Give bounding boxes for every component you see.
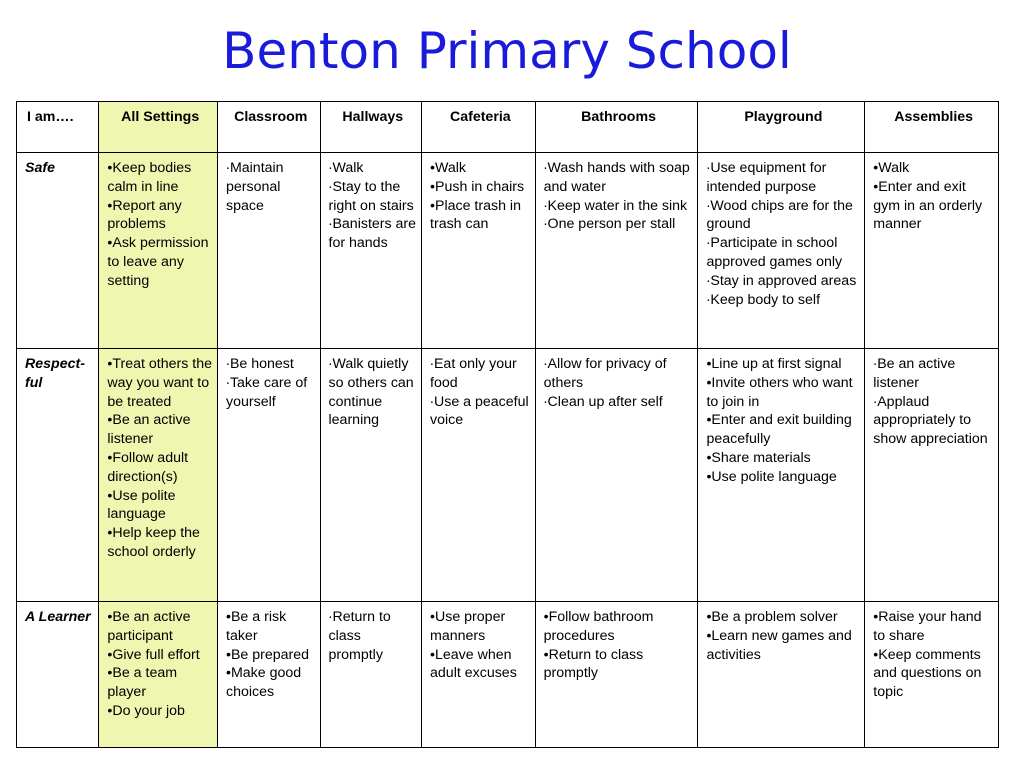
cell-cafeteria	[422, 602, 536, 748]
list-item: •Be prepared	[226, 646, 310, 663]
list-item: •Walk	[873, 160, 910, 176]
list-item: •Report any problems	[107, 197, 182, 233]
cell-assemblies	[865, 349, 999, 602]
list-item: •Return to class promptly	[543, 646, 644, 682]
list-item: ∙Return to class promptly	[328, 609, 391, 663]
list-item: •Follow adult direction(s)	[107, 449, 189, 485]
list-item: ∙One person per stall	[543, 216, 676, 233]
header-row	[17, 102, 999, 153]
list-item: •Do your job	[107, 702, 185, 719]
list-item: ∙Eat only your food	[430, 356, 517, 391]
list-item: ∙Walk	[328, 160, 364, 176]
list-item: ∙Be an active listener	[873, 356, 956, 391]
cell-hallways	[320, 602, 422, 748]
list-item: ∙Applaud appropriately to show appreciation	[873, 393, 988, 448]
cell-playground	[698, 602, 865, 748]
list-item: •Learn new games and activities	[706, 627, 852, 663]
page-title: Benton Primary School	[222, 22, 792, 80]
list-item: ∙Keep body to self	[706, 291, 821, 308]
header-assemblies: Assemblies	[865, 102, 999, 153]
cell-bathrooms	[535, 349, 698, 602]
list-item: •Use proper manners	[430, 609, 506, 644]
cell-classroom	[218, 349, 321, 602]
cell-hallways	[320, 349, 422, 602]
list-item: ∙Clean up after self	[543, 393, 663, 410]
row-safe	[17, 153, 999, 349]
list-item: •Walk	[430, 160, 466, 176]
list-item: ∙Stay to the right on stairs	[328, 178, 414, 214]
list-item: •Share materials	[706, 449, 811, 466]
list-item: •Follow bathroom procedures	[543, 609, 654, 644]
header-classroom: Classroom	[218, 102, 321, 153]
list-item: •Enter and exit building peacefully	[706, 412, 852, 448]
list-item: •Be a risk taker	[226, 609, 287, 644]
list-item: •Be a team player	[107, 665, 178, 701]
list-item: •Keep comments and questions on topic	[873, 646, 982, 701]
row-respectful	[17, 349, 999, 602]
list-item: ∙Use equipment for intended purpose	[706, 160, 827, 195]
list-item: •Line up at first signal	[706, 356, 842, 372]
cell-bathrooms	[535, 153, 698, 349]
list-item: •Be a problem solver	[706, 609, 838, 625]
list-item: •Make good choices	[226, 665, 302, 701]
cell-hallways	[320, 153, 422, 349]
behavior-matrix-table	[16, 101, 999, 748]
list-item: •Use polite language	[107, 487, 176, 523]
cell-all-settings	[99, 602, 218, 748]
list-item: •Use polite language	[706, 468, 837, 485]
list-item: •Help keep the school orderly	[107, 525, 200, 560]
row-label: Safe	[17, 153, 99, 349]
list-item: •Treat others the way you want to be treated	[107, 356, 212, 410]
list-item: •Be an active participant	[107, 609, 191, 644]
list-item: •Give full effort	[107, 646, 200, 663]
cell-assemblies	[865, 153, 999, 349]
header-playground: Playground	[698, 102, 865, 153]
cell-bathrooms	[535, 602, 698, 748]
list-item: ∙Keep water in the sink	[543, 197, 688, 214]
list-item: ∙Be honest	[226, 356, 294, 372]
list-item: •Raise your hand to share	[873, 609, 982, 644]
list-item: ∙Allow for privacy of others	[543, 356, 667, 391]
cell-classroom	[218, 153, 321, 349]
list-item: ∙Take care of yourself	[226, 374, 308, 410]
header-i-am: I am….	[17, 102, 99, 153]
list-item: •Ask permission to leave any setting	[107, 235, 209, 289]
header-all-settings: All Settings	[99, 102, 218, 153]
cell-all-settings	[99, 153, 218, 349]
list-item: •Leave when adult excuses	[430, 646, 517, 682]
header-hallways: Hallways	[320, 102, 422, 153]
row-a-learner	[17, 602, 999, 748]
list-item: •Enter and exit gym in an orderly manner	[873, 178, 983, 233]
list-item: ∙Wash hands with soap and water	[543, 160, 690, 195]
list-item: ∙Participate in school approved games only	[706, 235, 843, 270]
cell-playground	[698, 349, 865, 602]
list-item: ∙Stay in approved areas	[706, 272, 857, 289]
cell-cafeteria	[422, 349, 536, 602]
row-label: A Learner	[17, 602, 99, 748]
cell-cafeteria	[422, 153, 536, 349]
header-bathrooms: Bathrooms	[535, 102, 698, 153]
cell-all-settings	[99, 349, 218, 602]
cell-classroom	[218, 602, 321, 748]
list-item: •Be an active listener	[107, 412, 191, 448]
list-item: •Keep bodies calm in line	[107, 160, 192, 195]
row-label: Respect-ful	[17, 349, 99, 602]
cell-assemblies	[865, 602, 999, 748]
list-item: •Place trash in trash can	[430, 197, 521, 233]
list-item: ∙Banisters are for hands	[328, 216, 417, 252]
list-item: ∙Wood chips are for the ground	[706, 197, 853, 233]
cell-playground	[698, 153, 865, 349]
list-item: ∙Use a peaceful voice	[430, 393, 529, 429]
list-item: ∙Walk quietly so others can continue learning	[328, 356, 414, 429]
header-cafeteria: Cafeteria	[422, 102, 536, 153]
list-item: •Push in chairs	[430, 178, 525, 195]
list-item: ∙Maintain personal space	[226, 160, 284, 214]
list-item: •Invite others who want to join in	[706, 374, 853, 410]
